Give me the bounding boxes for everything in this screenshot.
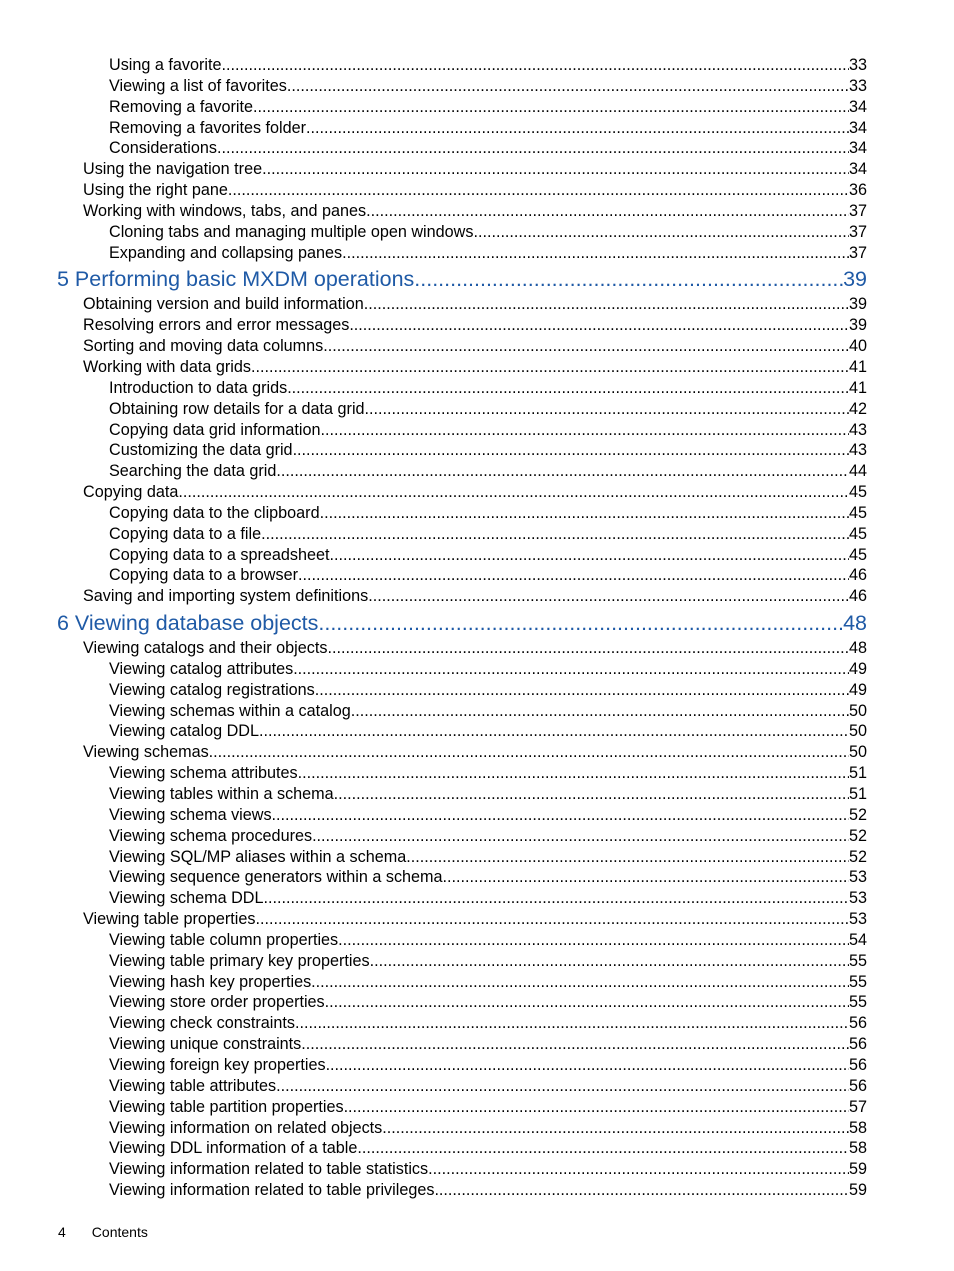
toc-page-number: 50 <box>848 722 867 741</box>
toc-entry-title: Copying data to a browser <box>109 566 298 585</box>
toc-chapter[interactable] <box>0 608 954 638</box>
toc-leader-dots <box>301 1034 849 1055</box>
toc-page-number: 41 <box>848 357 867 376</box>
toc-leader-dots <box>443 867 849 888</box>
toc-leader-dots <box>323 336 849 357</box>
toc-entry[interactable] <box>0 482 954 503</box>
toc-entry-title: Viewing schema procedures <box>109 826 313 845</box>
toc-page-number: 33 <box>848 56 867 74</box>
toc-entry-title: Using the navigation tree <box>83 160 263 179</box>
toc-page-number: 46 <box>848 587 867 606</box>
toc-entry-title: Viewing catalog DDL <box>109 722 259 741</box>
toc-entry[interactable] <box>0 742 954 763</box>
toc-leader-dots <box>276 1076 849 1097</box>
toc-page-number: 46 <box>848 566 867 585</box>
toc-leader-dots <box>428 1159 849 1180</box>
toc-page-number: 34 <box>848 160 867 179</box>
toc-page-number: 59 <box>848 1160 867 1179</box>
toc-page-number: 56 <box>848 1014 867 1033</box>
toc-subentry[interactable] <box>0 721 954 742</box>
toc-leader-dots <box>473 222 849 243</box>
toc-entry-title: Viewing catalog attributes <box>109 659 294 678</box>
toc-subentry[interactable] <box>0 826 954 847</box>
toc-entry[interactable] <box>0 638 954 659</box>
toc-leader-dots <box>434 1180 849 1201</box>
toc-leader-dots <box>357 1138 849 1159</box>
toc-subentry[interactable] <box>0 888 954 909</box>
toc-leader-dots <box>349 315 849 336</box>
toc-page-number: 50 <box>848 701 867 720</box>
toc-entry-title: Copying data to a spreadsheet <box>109 545 330 564</box>
toc-entry-title: Viewing information related to table statistics <box>109 1160 429 1179</box>
toc-entry-title: Viewing information on related objects <box>109 1118 383 1137</box>
toc-entry-title: Viewing catalogs and their objects <box>83 639 328 658</box>
footer-page-number: 4 <box>58 1224 66 1240</box>
toc-entry-title: Saving and importing system definitions <box>83 587 369 606</box>
toc-subentry[interactable] <box>0 1180 954 1201</box>
toc-page-number: 44 <box>848 462 867 481</box>
toc-subentry[interactable] <box>0 867 954 888</box>
toc-subentry[interactable] <box>0 243 954 264</box>
toc-entry-title: Viewing DDL information of a table <box>109 1139 358 1158</box>
toc-subentry[interactable] <box>0 1118 954 1139</box>
toc-page-number: 49 <box>848 659 867 678</box>
toc-page-number: 51 <box>848 764 867 783</box>
toc-entry-title: Viewing check constraints <box>109 1014 295 1033</box>
toc-leader-dots <box>368 586 849 607</box>
toc-leader-dots <box>298 565 849 586</box>
toc-entry-title: Customizing the data grid <box>109 441 293 460</box>
toc-entry[interactable] <box>0 201 954 222</box>
toc-leader-dots <box>178 482 849 503</box>
toc-entry-title: Viewing sequence generators within a schema <box>109 868 443 887</box>
toc-leader-dots <box>306 118 849 139</box>
toc-subentry[interactable] <box>0 565 954 586</box>
toc-subentry[interactable] <box>0 1138 954 1159</box>
toc-subentry[interactable] <box>0 440 954 461</box>
toc-subentry[interactable] <box>0 784 954 805</box>
toc-page-number: 39 <box>843 267 867 292</box>
toc-subentry[interactable] <box>0 992 954 1013</box>
toc-entry[interactable] <box>0 294 954 315</box>
toc-page-number: 36 <box>848 181 867 200</box>
toc-page-number: 39 <box>848 316 867 335</box>
toc-leader-dots <box>312 826 849 847</box>
toc-leader-dots <box>327 638 849 659</box>
toc-page-number: 37 <box>848 222 867 241</box>
toc-page-number: 56 <box>848 1076 867 1095</box>
toc-entry-title: Sorting and moving data columns <box>83 337 324 356</box>
toc-entry-title: Viewing a list of favorites <box>109 76 287 95</box>
toc-subentry[interactable] <box>0 545 954 566</box>
toc-entry-title: Viewing table properties <box>83 910 256 929</box>
toc-page-number: 56 <box>848 1055 867 1074</box>
toc-page-number: 51 <box>848 785 867 803</box>
toc-page-number: 37 <box>848 243 867 262</box>
toc-entry-title: Using the right pane <box>83 181 228 200</box>
toc-entry-title: Removing a favorites folder <box>109 118 307 137</box>
toc-subentry[interactable] <box>0 1097 954 1118</box>
toc-subentry[interactable] <box>0 1013 954 1034</box>
toc-page-number: 45 <box>848 545 867 564</box>
toc-leader-dots <box>287 76 849 97</box>
toc-page-number: 53 <box>848 868 867 887</box>
toc-entry-title: Viewing schemas within a catalog <box>109 701 351 720</box>
toc-subentry[interactable] <box>0 1076 954 1097</box>
toc-leader-dots <box>209 742 849 763</box>
toc-page-number: 54 <box>848 930 867 949</box>
toc-subentry[interactable] <box>0 378 954 399</box>
toc-entry-title: Viewing table column properties <box>109 930 339 949</box>
toc-entry[interactable] <box>0 357 954 378</box>
toc-subentry[interactable] <box>0 930 954 951</box>
toc-entry-title: Viewing table partition properties <box>109 1097 344 1116</box>
toc-leader-dots <box>365 399 849 420</box>
toc-entry-title: Viewing tables within a schema <box>109 785 334 803</box>
toc-chapter[interactable] <box>0 264 954 294</box>
toc-subentry[interactable] <box>0 805 954 826</box>
toc-entry[interactable] <box>0 180 954 201</box>
toc-entry-title: Obtaining version and build information <box>83 295 364 314</box>
toc-leader-dots <box>276 461 849 482</box>
toc-leader-dots <box>255 909 849 930</box>
toc-entry-title: Copying data to a file <box>109 524 262 543</box>
toc-leader-dots <box>320 503 849 524</box>
toc-entry-title: Introduction to data grids <box>109 378 288 397</box>
toc-subentry[interactable] <box>0 847 954 868</box>
toc-entry-title: 5 Performing basic MXDM operations <box>57 267 415 292</box>
toc-page-number: 55 <box>848 993 867 1012</box>
toc-page-number: 55 <box>848 972 867 991</box>
toc-page-number: 52 <box>848 847 867 866</box>
toc-subentry[interactable] <box>0 1055 954 1076</box>
toc-entry-title: Viewing schema attributes <box>109 764 298 783</box>
toc-leader-dots <box>311 972 849 993</box>
toc-leader-dots <box>262 159 849 180</box>
toc-leader-dots <box>338 930 849 951</box>
toc-leader-dots <box>370 951 849 972</box>
toc-leader-dots <box>251 357 849 378</box>
toc-subentry[interactable] <box>0 97 954 118</box>
toc-entry-title: Viewing catalog registrations <box>109 680 315 699</box>
page-footer <box>58 1222 148 1242</box>
toc-leader-dots <box>263 888 849 909</box>
toc-page-number: 56 <box>848 1035 867 1054</box>
toc-subentry[interactable] <box>0 399 954 420</box>
toc-leader-dots <box>414 264 843 294</box>
toc-page-number: 42 <box>848 399 867 418</box>
toc-entry-title: Resolving errors and error messages <box>83 316 350 335</box>
toc-leader-dots <box>364 294 849 315</box>
toc-entry-title: Copying data grid information <box>109 420 321 439</box>
toc-leader-dots <box>406 847 849 868</box>
toc-entry[interactable] <box>0 336 954 357</box>
toc-subentry[interactable] <box>0 503 954 524</box>
toc-page-number: 41 <box>848 378 867 397</box>
toc-page-number: 45 <box>848 524 867 543</box>
toc-entry-title: Considerations <box>109 139 217 158</box>
toc-entry-title: Working with data grids <box>83 357 251 376</box>
toc-subentry[interactable] <box>0 222 954 243</box>
toc-entry-title: Viewing unique constraints <box>109 1035 302 1054</box>
toc-leader-dots <box>366 201 849 222</box>
toc-leader-dots <box>315 680 849 701</box>
toc-entry-title: Searching the data grid <box>109 462 277 481</box>
toc-page-number: 55 <box>848 951 867 970</box>
toc-entry[interactable] <box>0 315 954 336</box>
toc-leader-dots <box>382 1118 849 1139</box>
toc-entry[interactable] <box>0 909 954 930</box>
toc-subentry[interactable] <box>0 701 954 722</box>
toc-page-number: 33 <box>848 76 867 95</box>
toc-subentry[interactable] <box>0 55 954 76</box>
toc-subentry[interactable] <box>0 1034 954 1055</box>
toc-page-number: 59 <box>848 1181 867 1200</box>
toc-page-number: 53 <box>848 910 867 929</box>
toc-entry[interactable] <box>0 159 954 180</box>
toc-subentry[interactable] <box>0 461 954 482</box>
toc-page-number: 37 <box>848 201 867 220</box>
toc-page-number: 48 <box>843 611 867 636</box>
toc-entry-title: Viewing store order properties <box>109 993 325 1012</box>
toc-leader-dots <box>221 55 849 76</box>
toc-subentry[interactable] <box>0 763 954 784</box>
footer-section-title: Contents <box>91 1224 148 1240</box>
toc-page-number: 43 <box>848 441 867 460</box>
toc-subentry[interactable] <box>0 420 954 441</box>
toc-leader-dots <box>298 763 849 784</box>
toc-leader-dots <box>293 440 849 461</box>
table-of-contents <box>0 55 954 1201</box>
toc-subentry[interactable] <box>0 138 954 159</box>
toc-page-number: 45 <box>848 483 867 502</box>
toc-subentry[interactable] <box>0 1159 954 1180</box>
toc-page-number: 34 <box>848 139 867 158</box>
toc-leader-dots <box>329 545 849 566</box>
toc-page-number: 34 <box>848 97 867 116</box>
toc-subentry[interactable] <box>0 680 954 701</box>
toc-page-number: 57 <box>848 1097 867 1116</box>
toc-page-number: 52 <box>848 805 867 824</box>
toc-page-number: 53 <box>848 889 867 908</box>
toc-leader-dots <box>351 701 849 722</box>
toc-entry-title: Viewing schema views <box>109 805 272 824</box>
toc-leader-dots <box>344 1097 849 1118</box>
toc-entry-title: Viewing SQL/MP aliases within a schema <box>109 847 407 866</box>
toc-page-number: 52 <box>848 826 867 845</box>
toc-page-number: 43 <box>848 420 867 439</box>
toc-leader-dots <box>261 524 849 545</box>
toc-page-number: 49 <box>848 680 867 699</box>
toc-subentry[interactable] <box>0 659 954 680</box>
toc-leader-dots <box>272 805 849 826</box>
toc-entry-title: Removing a favorite <box>109 97 253 116</box>
toc-entry-title: Viewing table attributes <box>109 1076 277 1095</box>
toc-leader-dots <box>259 721 849 742</box>
toc-page-number: 48 <box>848 639 867 658</box>
toc-entry-title: Viewing hash key properties <box>109 972 312 991</box>
toc-subentry[interactable] <box>0 972 954 993</box>
toc-entry-title: Working with windows, tabs, and panes <box>83 201 367 220</box>
toc-entry-title: Viewing table primary key properties <box>109 951 370 970</box>
toc-leader-dots <box>342 243 849 264</box>
toc-page-number: 40 <box>848 337 867 356</box>
toc-entry-title: 6 Viewing database objects <box>57 611 319 636</box>
toc-entry-title: Cloning tabs and managing multiple open windows <box>109 222 474 241</box>
toc-entry-title: Viewing schemas <box>83 743 209 762</box>
toc-leader-dots <box>293 659 849 680</box>
toc-page-number: 39 <box>848 295 867 314</box>
toc-leader-dots <box>217 138 849 159</box>
toc-entry-title: Using a favorite <box>109 56 222 74</box>
toc-leader-dots <box>320 420 849 441</box>
toc-entry-title: Copying data <box>83 483 179 502</box>
toc-leader-dots <box>287 378 849 399</box>
toc-entry-title: Copying data to the clipboard <box>109 503 320 522</box>
toc-page-number: 58 <box>848 1118 867 1137</box>
toc-entry-title: Viewing schema DDL <box>109 889 264 908</box>
toc-leader-dots <box>253 97 849 118</box>
toc-page-number: 50 <box>848 743 867 762</box>
toc-leader-dots <box>295 1013 849 1034</box>
toc-page-number: 58 <box>848 1139 867 1158</box>
toc-leader-dots <box>334 784 849 805</box>
toc-subentry[interactable] <box>0 118 954 139</box>
toc-entry[interactable] <box>0 586 954 607</box>
toc-entry-title: Viewing foreign key properties <box>109 1055 326 1074</box>
toc-leader-dots <box>228 180 849 201</box>
toc-leader-dots <box>326 1055 849 1076</box>
toc-subentry[interactable] <box>0 76 954 97</box>
toc-leader-dots <box>325 992 849 1013</box>
toc-page-number: 34 <box>848 118 867 137</box>
toc-page-number: 45 <box>848 503 867 522</box>
toc-subentry[interactable] <box>0 524 954 545</box>
toc-entry-title: Viewing information related to table privileges <box>109 1181 435 1200</box>
toc-leader-dots <box>318 608 843 638</box>
toc-subentry[interactable] <box>0 951 954 972</box>
toc-entry-title: Obtaining row details for a data grid <box>109 399 365 418</box>
toc-entry-title: Expanding and collapsing panes <box>109 243 343 262</box>
